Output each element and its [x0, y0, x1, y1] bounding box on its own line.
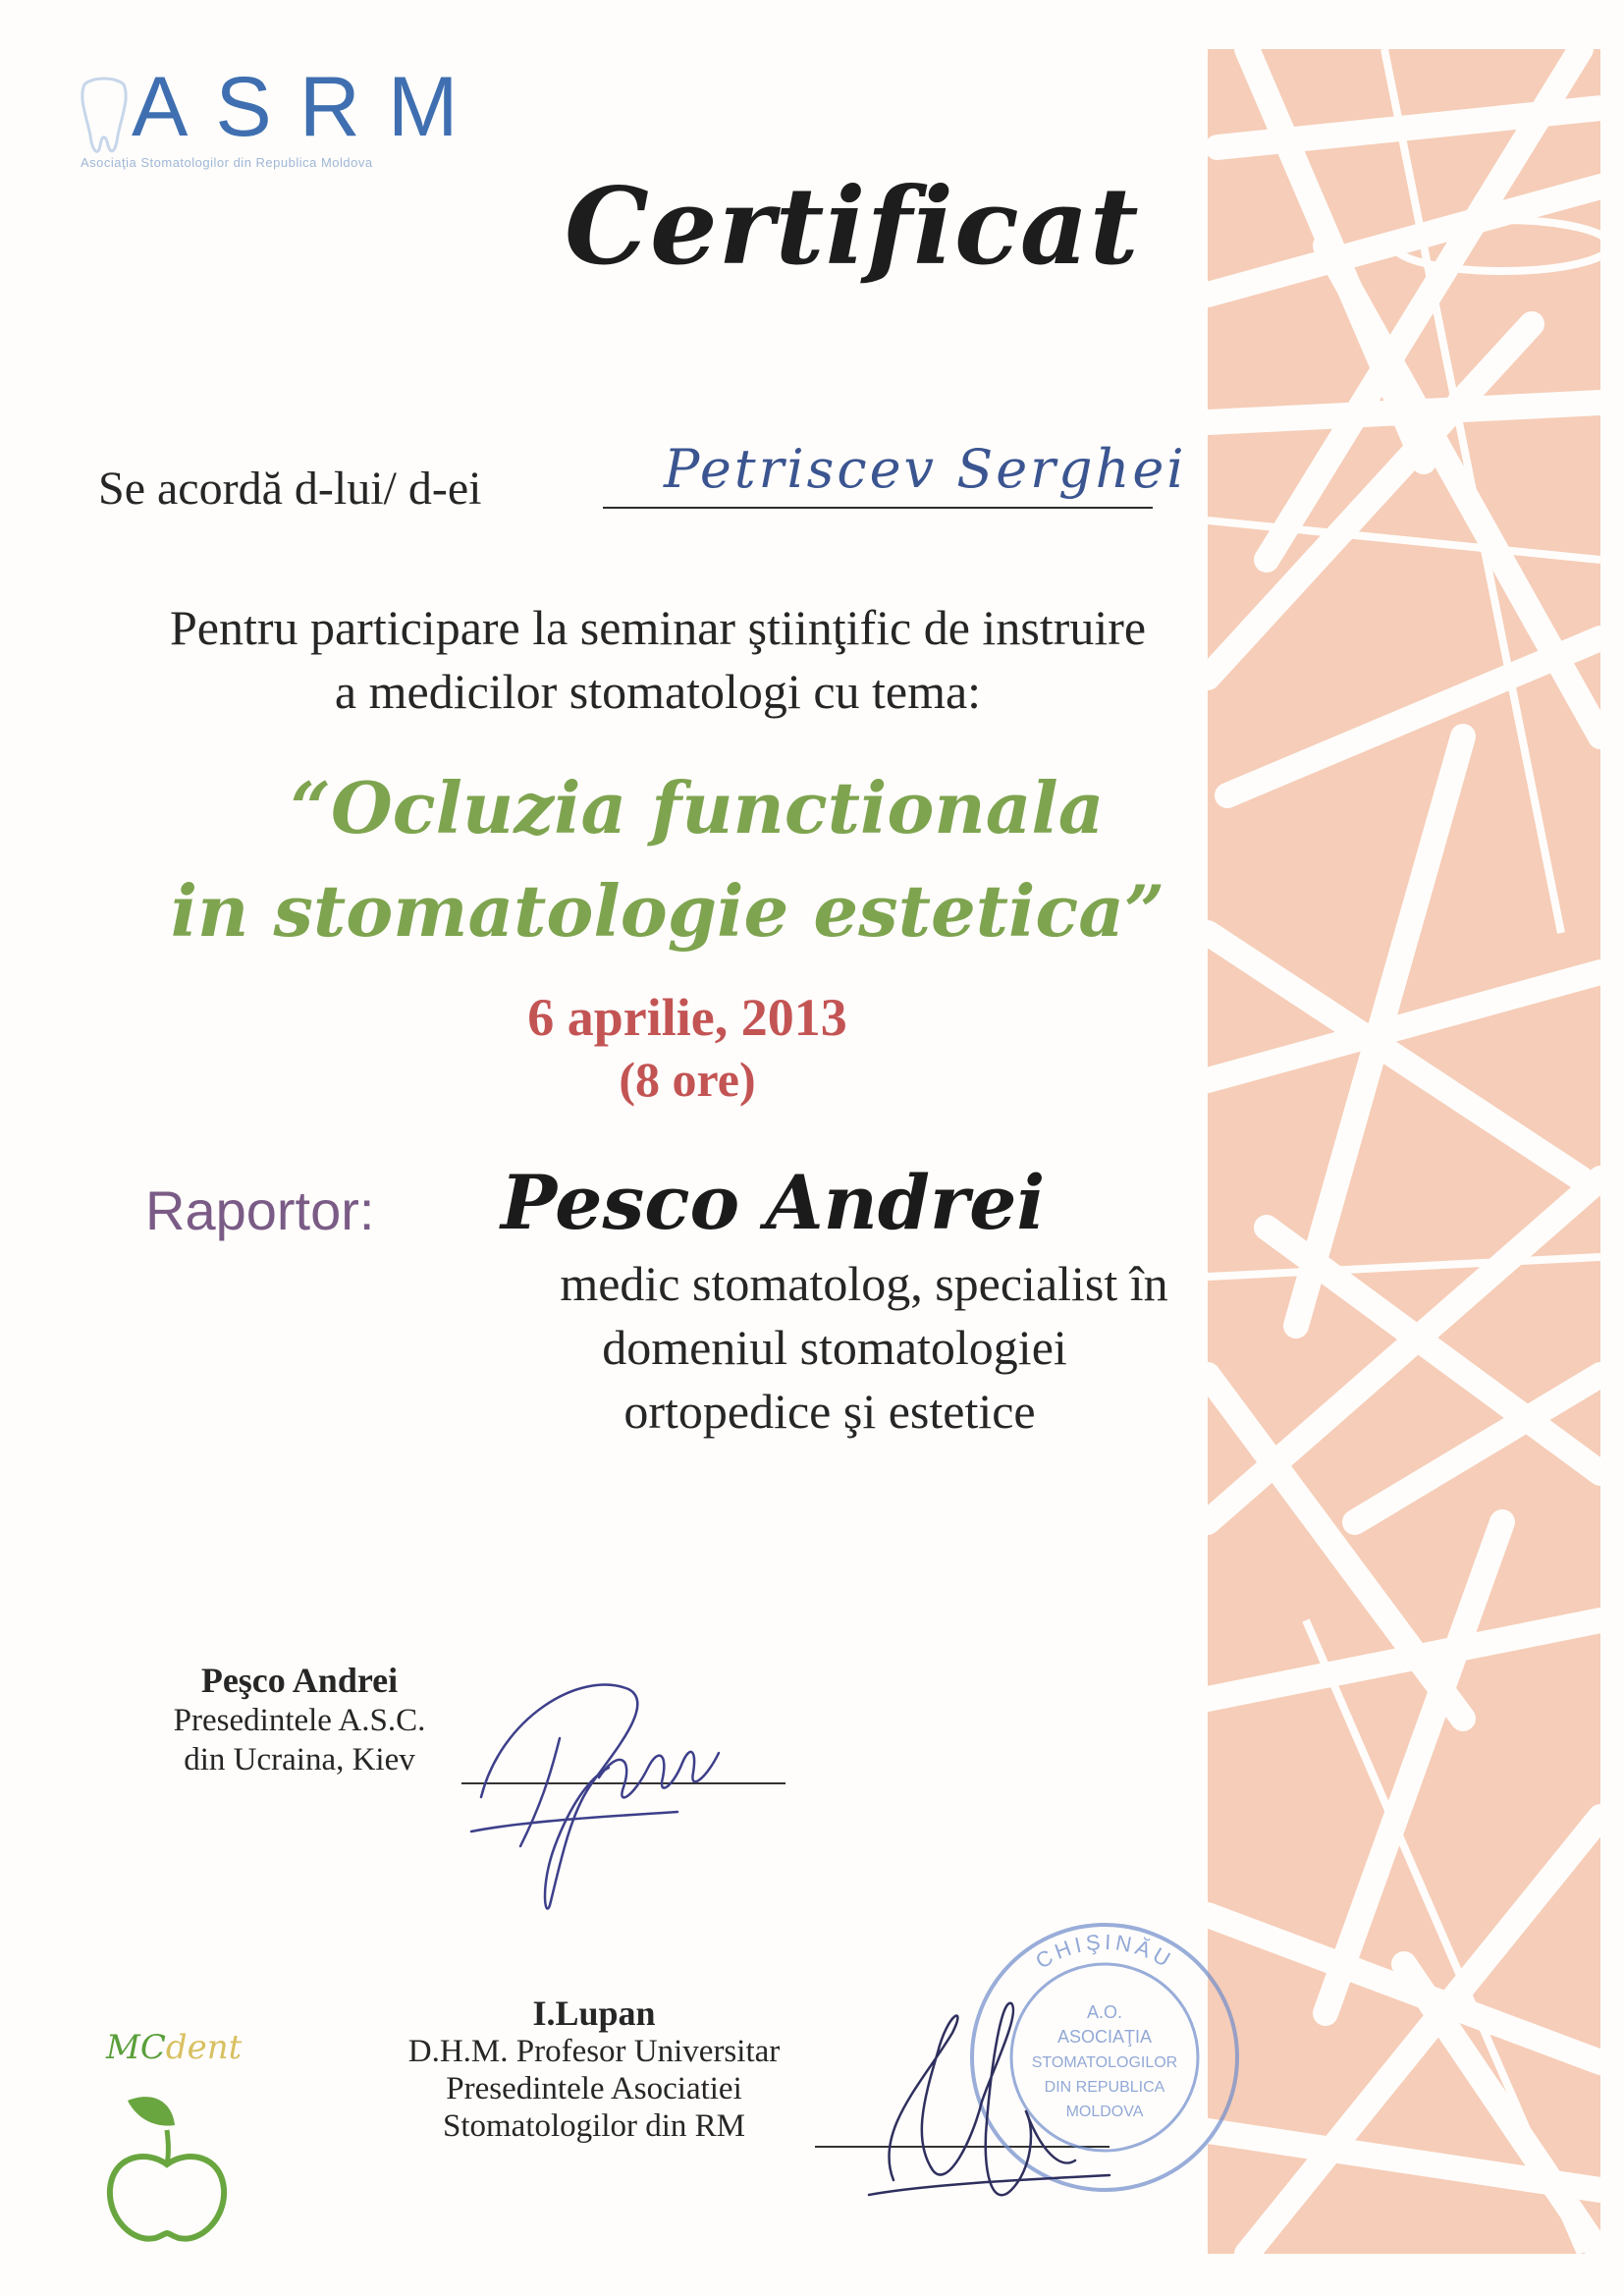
mcdent-mc: MC [106, 2028, 166, 2067]
signatory-2 [368, 1994, 820, 2145]
logo-text: ASRM [132, 60, 486, 154]
certificate-title: Certificat [565, 165, 1140, 289]
seminar-duration: (8 ore) [619, 1052, 756, 1107]
stamp-line-5: MOLDOVA [1065, 2104, 1144, 2120]
speaker-label: Raportor: [145, 1179, 375, 1241]
signature-1 [461, 1650, 776, 1925]
signatory-1-line-1: Presedintele A.S.C. [173, 1703, 426, 1738]
signatory-2-name: I.Lupan [532, 1994, 656, 2033]
speaker-desc-line-2: domeniul stomatologiei [602, 1320, 1067, 1375]
stamp-line-4: DIN REPUBLICA [1044, 2079, 1165, 2096]
stamp-line-1: A.O. [1086, 2002, 1123, 2022]
purpose-line-1: Pentru participare la seminar ştiinţific de instruire [169, 600, 1147, 655]
stamp-line-3: STOMATOLOGILOR [1031, 2054, 1178, 2071]
seminar-date: 6 aprilie, 2013 [527, 988, 847, 1047]
signature-2 [864, 1974, 1119, 2229]
speaker-desc-line-1: medic stomatolog, specialist în [560, 1256, 1168, 1311]
stamp-ring-text: CHIŞINĂU [1031, 1929, 1178, 1974]
signatory-2-line-1: D.H.M. Profesor Universitar [407, 2034, 781, 2069]
logo-subtitle: Asociaţia Stomatologilor din Republica Moldova [81, 155, 373, 170]
awarded-label: Se acordă d-lui/ d-ei [98, 463, 482, 515]
recipient-name: Petriscev Serghei [664, 438, 1187, 500]
signatory-2-line-3: Stomatologilor din RM [442, 2108, 746, 2144]
tooth-icon [79, 77, 130, 159]
purpose-line-2: a medicilor stomatologi cu tema: [334, 664, 982, 719]
speaker-desc-line-3: ortopedice şi estetice [623, 1384, 1036, 1439]
signatory-1-line-2: din Ucraina, Kiev [184, 1742, 415, 1777]
mcdent-text [106, 2028, 242, 2067]
decorative-strip [1208, 49, 1600, 2254]
apple-icon [98, 2071, 236, 2248]
topic-line-1: “Ocluzia functionala [290, 766, 1105, 849]
signatory-1 [137, 1660, 461, 1779]
recipient-line [603, 507, 1153, 509]
signatory-2-line-2: Presedintele Asociatiei [446, 2071, 742, 2106]
topic-line-2: in stomatologie estetica” [170, 869, 1165, 953]
stamp-line-2: ASOCIAŢIA [1056, 2027, 1153, 2047]
signatory-1-name: Peşco Andrei [200, 1661, 399, 1700]
mcdent-dent: dent [165, 2028, 243, 2067]
asrm-logo [79, 60, 491, 170]
mcdent-logo [98, 2028, 255, 2254]
speaker-name: Pesco Andrei [501, 1159, 1046, 1246]
